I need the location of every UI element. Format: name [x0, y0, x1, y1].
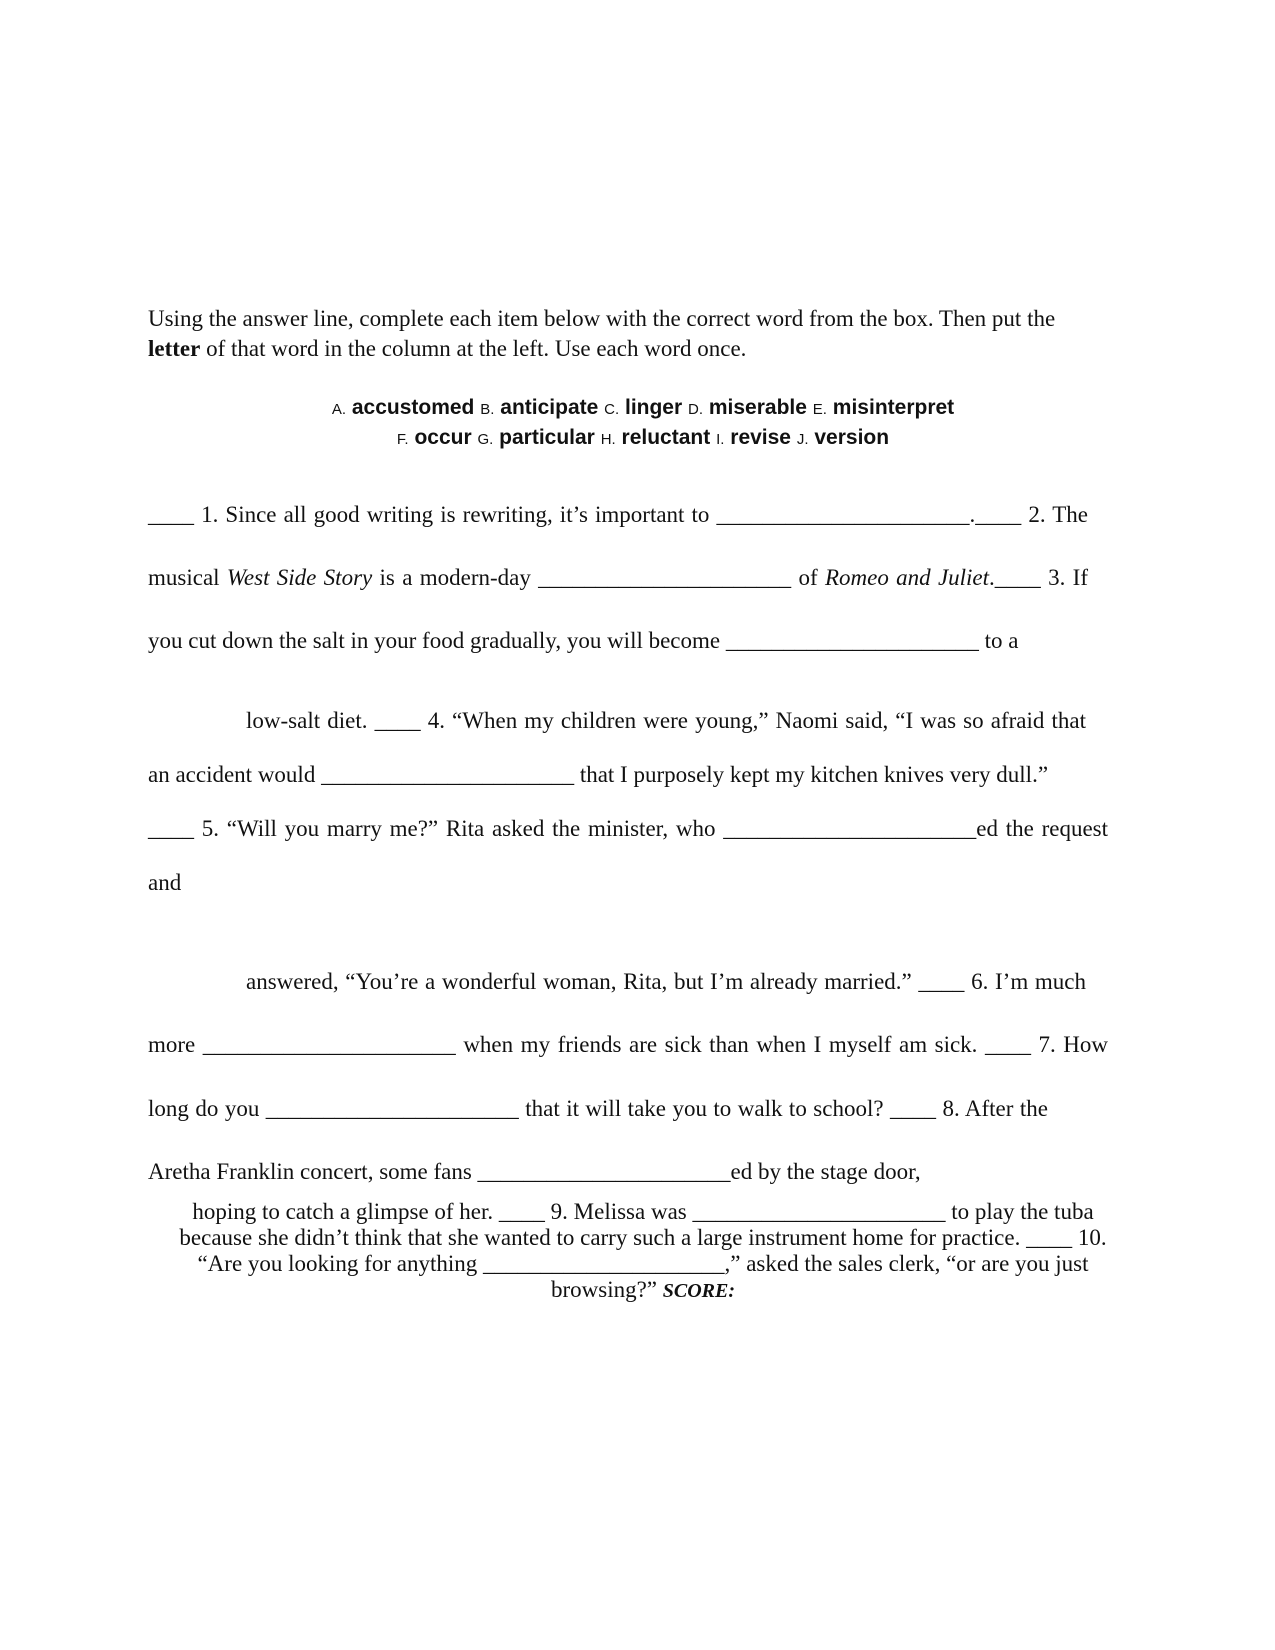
- word-letter: C.: [604, 401, 620, 418]
- word-box-row-1: [148, 394, 1138, 424]
- item-line: low-salt diet. ____ 4. “When my children were young,” Naomi said, “I was so afraid that: [246, 708, 1086, 733]
- word-letter: F.: [396, 431, 409, 448]
- word-choice: reluctant: [621, 426, 711, 449]
- word-choice: miserable: [708, 396, 807, 419]
- instructions-bold-word: letter: [148, 336, 201, 361]
- word-choice: misinterpret: [832, 396, 955, 419]
- text-span: .____ 3. If: [989, 565, 1088, 590]
- word-letter: A.: [331, 401, 346, 418]
- item-line: an accident would ______________________ that I purposely kept my kitchen knives very dull.”: [148, 762, 1049, 787]
- word-letter: D.: [688, 401, 704, 418]
- word-choice: linger: [624, 396, 683, 419]
- word-box-row-2: [148, 424, 1138, 454]
- item-line: hoping to catch a glimpse of her. ____ 9. Melissa was ______________________ to play the tuba: [192, 1199, 1094, 1224]
- text-span: musical: [148, 565, 227, 590]
- item-line: long do you ______________________ that it will take you to walk to school? ____ 8. After the: [148, 1096, 1048, 1121]
- word-letter: I.: [716, 431, 725, 448]
- item-line: [148, 563, 1088, 593]
- item-line: you cut down the salt in your food gradually, you will become ______________________ to a: [148, 628, 1019, 653]
- item-line: more ______________________ when my friends are sick than when I myself am sick. ____ 7. How: [148, 1032, 1108, 1057]
- item-line: ____ 1. Since all good writing is rewriting, it’s important to ______________________.____ 2. The: [148, 502, 1088, 527]
- text-span: browsing?”: [550, 1277, 663, 1302]
- word-letter: E.: [812, 401, 827, 418]
- instructions-line-1: Using the answer line, complete each item below with the correct word from the box. Then put the: [148, 306, 1056, 331]
- item-line: answered, “You’re a wonderful woman, Rita, but I’m already married.” ____ 6. I’m much: [246, 969, 1086, 994]
- word-letter: J.: [796, 431, 809, 448]
- word-letter: B.: [480, 401, 495, 418]
- item-line: ____ 5. “Will you marry me?” Rita asked the minister, who ______________________ed the request: [148, 816, 1108, 841]
- instructions-line-2-rest: of that word in the column at the left. Use each word once.: [200, 336, 747, 361]
- item-line: and: [148, 870, 182, 895]
- item-line: because she didn’t think that she wanted to carry such a large instrument home for practice. ____ 10.: [179, 1225, 1107, 1250]
- item-line: “Are you looking for anything _____________________,” asked the sales clerk, “or are you just: [197, 1251, 1089, 1276]
- word-letter: H.: [600, 431, 616, 448]
- item-line: Aretha Franklin concert, some fans ______________________ed by the stage door,: [148, 1159, 921, 1184]
- word-choice: revise: [730, 426, 791, 449]
- title-italic: Romeo and Juliet: [824, 565, 990, 590]
- title-italic: West Side Story: [226, 565, 373, 590]
- instructions-line-2: [148, 334, 1138, 364]
- word-choice: accustomed: [351, 396, 475, 419]
- score-label: SCORE:: [662, 1280, 736, 1302]
- word-letter: G.: [477, 431, 494, 448]
- text-span: is a modern-day ______________________ of: [372, 565, 825, 590]
- item-line: [148, 1275, 1138, 1306]
- word-choice: version: [814, 426, 890, 449]
- word-choice: occur: [414, 426, 472, 449]
- word-choice: particular: [499, 426, 595, 449]
- word-choice: anticipate: [500, 396, 599, 419]
